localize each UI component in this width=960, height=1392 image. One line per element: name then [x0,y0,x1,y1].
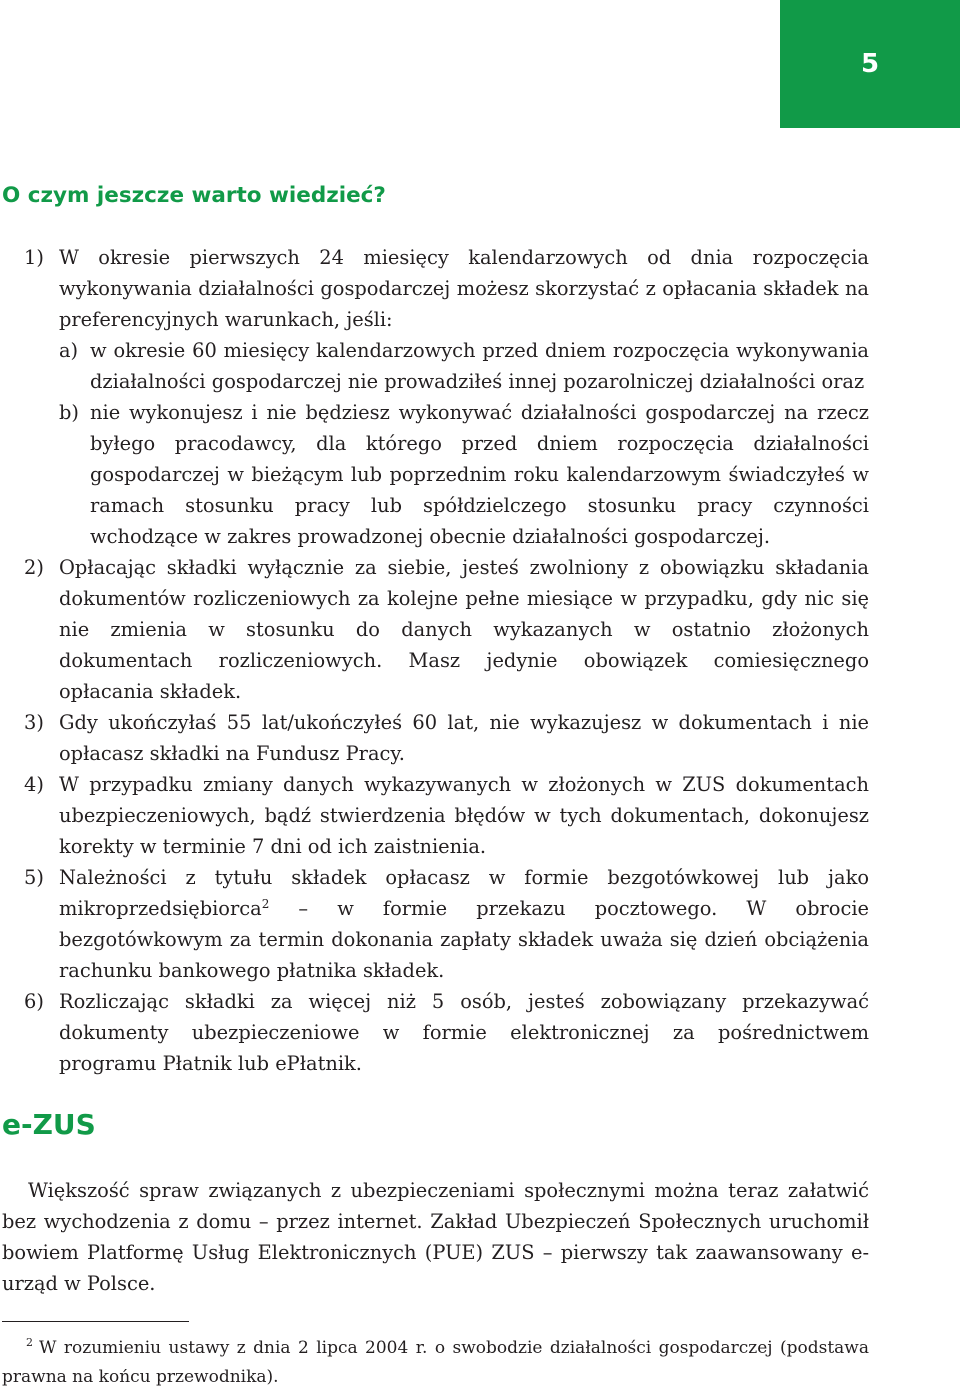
list-item-number: 2) [24,556,44,579]
sub-list [59,335,869,552]
list-item [24,862,869,986]
list-item [24,769,869,862]
footnote-reference[interactable]: 2 [261,897,270,911]
list-item-text: Opłacając składki wyłącznie za siebie, jesteś zwolniony z obowiązku składania dokumentów rozliczeniowych za kolejne pełne miesiące w przypadku, gdy nic się nie zmienia w stosunku do danych wykazanych w ostatnio złożonych dokumentach rozliczeniowych. Masz jedynie obowiązek comiesięcznego opłacania składek. [59,556,869,703]
list-item-number: 5) [24,866,44,889]
page-number-badge [780,0,960,128]
list-item [24,986,869,1079]
list-item-number: 1) [24,246,44,269]
list-item-text-before: Należności z tytułu składek opłacasz w formie bezgotówkowej lub jako mikroprzedsiębiorca [59,866,869,920]
ezus-heading: e-ZUS [2,1108,96,1141]
list-item [24,552,869,707]
list-item-text: W przypadku zmiany danych wykazywanych w złożonych w ZUS dokumentach ubezpieczeniowych, bądź stwierdzenia błędów w tych dokumentach, dokonujesz korekty w terminie 7 dni od ich zaistnienia. [59,773,869,858]
sub-list-item-text: w okresie 60 miesięcy kalendarzowych przed dniem rozpoczęcia wykonywania działalności gospodarczej nie prowadziłeś innej pozarolniczej działalności oraz [90,339,869,393]
sub-list-item [59,397,869,552]
sub-list-item-letter: a) [59,339,79,362]
list-item-text-after: – w formie przekazu pocztowego. W obrocie bezgotówkowym za termin dokonania zapłaty składek uważa się dzień obciążenia rachunku bankowego płatnika składek. [59,897,869,982]
info-list [24,242,869,1079]
section-title: O czym jeszcze warto wiedzieć? [2,183,386,208]
ezus-paragraph: Większość spraw związanych z ubezpieczeniami społecznymi można teraz załatwić bez wychodzenia z domu – przez internet. Zakład Ubezpieczeń Społecznych uruchomił bowiem Platformę Usług Elektronicznych (PUE) ZUS – pierwszy tak zaawansowany e-urząd w Polsce. [2,1179,869,1295]
footnote-mark: 2 [26,1336,33,1349]
list-item-number: 3) [24,711,44,734]
list-item [24,242,869,552]
list-item-number: 4) [24,773,44,796]
sub-list-item-text: nie wykonujesz i nie będziesz wykonywać działalności gospodarczej na rzecz byłego pracodawcy, dla którego przed dniem rozpoczęcia działalności gospodarczej w bieżącym lub poprzednim roku kalendarzowym świadczyłeś w ramach stosunku pracy lub spółdzielczego stosunku pracy czynności wchodzące w zakres prowadzonej obecnie działalności gospodarczej. [90,401,869,548]
sub-list-item [59,335,869,397]
list-item-number: 6) [24,990,44,1013]
footnote [2,1334,869,1392]
page-number: 5 [860,49,880,79]
list-item-text: W okresie pierwszych 24 miesięcy kalendarzowych od dnia rozpoczęcia wykonywania działalności gospodarczej możesz skorzystać z opłacania składek na preferencyjnych warunkach, jeśli: [59,246,869,331]
footnote-text: W rozumieniu ustawy z dnia 2 lipca 2004 r. o swobodzie działalności gospodarczej (podstawa prawna na końcu przewodnika). [2,1338,869,1387]
footnote-divider [2,1321,189,1322]
list-item [24,707,869,769]
sub-list-item-letter: b) [59,401,79,424]
list-item-text: Gdy ukończyłaś 55 lat/ukończyłeś 60 lat, nie wykazujesz w dokumentach i nie opłacasz składki na Fundusz Pracy. [59,711,869,765]
list-item-text: Rozliczając składki za więcej niż 5 osób, jesteś zobowiązany przekazywać dokumenty ubezpieczeniowe w formie elektronicznej za pośrednictwem programu Płatnik lub ePłatnik. [59,990,869,1075]
